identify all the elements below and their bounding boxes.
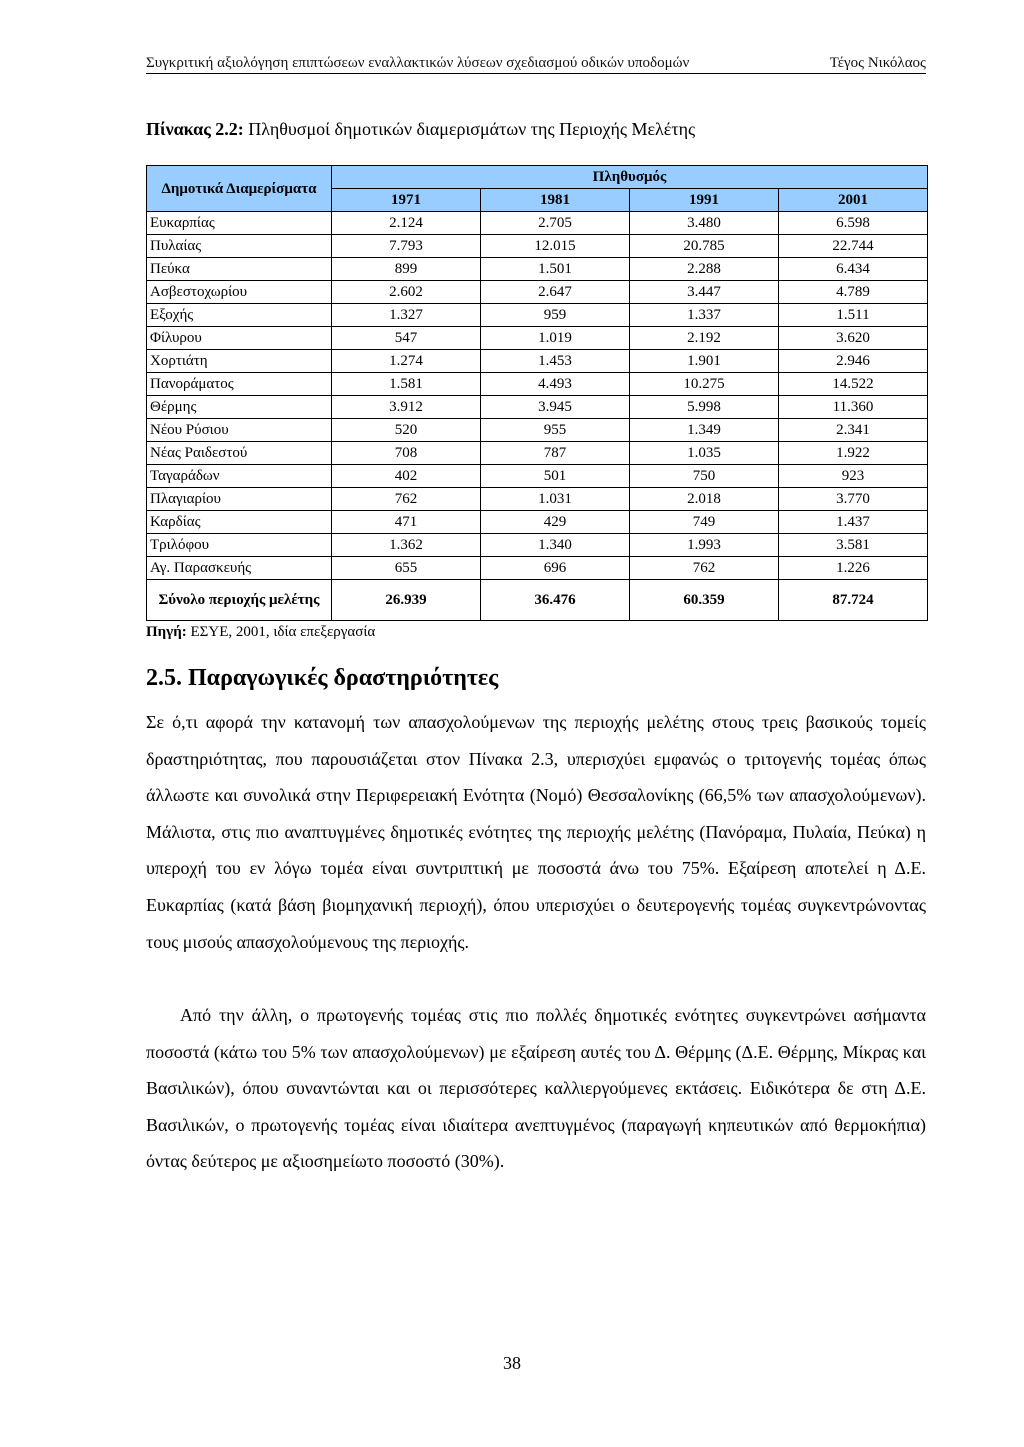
table-caption-label: Πίνακας 2.2:	[146, 119, 244, 139]
table-total-label: Σύνολο περιοχής μελέτης	[147, 580, 332, 621]
table-cell-district: Καρδίας	[147, 511, 332, 534]
table-source	[146, 624, 375, 641]
table-cell-district: Πεύκα	[147, 258, 332, 281]
table-row	[147, 396, 928, 419]
table-header-year: 1991	[630, 189, 779, 212]
table-cell-district: Εξοχής	[147, 304, 332, 327]
table-cell-population: 2.946	[779, 350, 928, 373]
table-row	[147, 488, 928, 511]
table-cell-population: 762	[630, 557, 779, 580]
table-caption	[146, 119, 695, 140]
table-cell-population: 520	[332, 419, 481, 442]
table-cell-population: 2.705	[481, 212, 630, 235]
table-cell-district: Ταγαράδων	[147, 465, 332, 488]
table-cell-population: 959	[481, 304, 630, 327]
table-cell-population: 20.785	[630, 235, 779, 258]
table-cell-district: Νέας Ραιδεστού	[147, 442, 332, 465]
table-cell-population: 501	[481, 465, 630, 488]
table-cell-population: 3.620	[779, 327, 928, 350]
table-header-year: 2001	[779, 189, 928, 212]
table-cell-population: 12.015	[481, 235, 630, 258]
table-cell-population: 1.581	[332, 373, 481, 396]
table-cell-population: 1.437	[779, 511, 928, 534]
table-cell-district: Πυλαίας	[147, 235, 332, 258]
table-cell-population: 5.998	[630, 396, 779, 419]
table-cell-population: 22.744	[779, 235, 928, 258]
table-cell-population: 2.341	[779, 419, 928, 442]
table-cell-population: 708	[332, 442, 481, 465]
table-row	[147, 281, 928, 304]
table-cell-population: 899	[332, 258, 481, 281]
running-header-author: Τέγος Νικόλαος	[829, 55, 926, 71]
section-title: 2.5. Παραγωγικές δραστηριότητες	[146, 665, 499, 691]
table-cell-population: 1.031	[481, 488, 630, 511]
table-cell-population: 7.793	[332, 235, 481, 258]
table-cell-population: 1.511	[779, 304, 928, 327]
table-cell-population: 429	[481, 511, 630, 534]
running-header	[146, 55, 926, 74]
table-total-row	[147, 580, 928, 621]
table-cell-population: 2.288	[630, 258, 779, 281]
table-row	[147, 511, 928, 534]
table-row	[147, 327, 928, 350]
table-cell-population: 1.274	[332, 350, 481, 373]
table-cell-district: Ασβεστοχωρίου	[147, 281, 332, 304]
table-cell-population: 1.349	[630, 419, 779, 442]
table-cell-population: 1.993	[630, 534, 779, 557]
table-cell-population: 1.226	[779, 557, 928, 580]
table-source-label: Πηγή:	[146, 624, 187, 640]
table-cell-population: 4.493	[481, 373, 630, 396]
table-cell-population: 14.522	[779, 373, 928, 396]
table-cell-population: 955	[481, 419, 630, 442]
table-cell-population: 402	[332, 465, 481, 488]
table-row	[147, 465, 928, 488]
table-header-population: Πληθυσμός	[332, 166, 928, 189]
table-cell-population: 1.501	[481, 258, 630, 281]
table-cell-district: Πανοράματος	[147, 373, 332, 396]
table-cell-population: 1.922	[779, 442, 928, 465]
table-cell-population: 750	[630, 465, 779, 488]
table-cell-population: 655	[332, 557, 481, 580]
table-cell-population: 1.035	[630, 442, 779, 465]
table-row	[147, 304, 928, 327]
table-total-value: 87.724	[779, 580, 928, 621]
table-header-year: 1981	[481, 189, 630, 212]
table-cell-district: Ευκαρπίας	[147, 212, 332, 235]
body-paragraph: Σε ό,τι αφορά την κατανομή των απασχολούμενων της περιοχής μελέτης στους τρεις βασικούς τομείς δραστηριότητας, που παρουσιάζεται στον Πίνακα 2.3, υπερισχύει εμφανώς ο τριτογενής τομέας όπως άλλωστε και συνολικά στην Περιφερειακή Ενότητα (Νομό) Θεσσαλονίκης (66,5% των απασχολούμενων). Μάλιστα, στις πιο αναπτυγμένες δημοτικές ενότητες της περιοχής μελέτης (Πανόραμα, Πυλαία, Πεύκα) η υπεροχή του εν λόγω τομέα είναι συντριπτική με ποσοστά άνω του 75%. Εξαίρεση αποτελεί η Δ.Ε. Ευκαρπίας (κατά βάση βιομηχανική περιοχή), όπου υπερισχύει ο δευτερογενής τομέας συγκεντρώνοντας τους μισούς απασχολούμενους της περιοχής.	[146, 712, 926, 952]
table-cell-population: 547	[332, 327, 481, 350]
table-cell-population: 1.901	[630, 350, 779, 373]
table-cell-population: 2.124	[332, 212, 481, 235]
table-cell-population: 3.770	[779, 488, 928, 511]
table-cell-population: 762	[332, 488, 481, 511]
table-cell-population: 4.789	[779, 281, 928, 304]
table-cell-population: 2.192	[630, 327, 779, 350]
table-cell-population: 11.360	[779, 396, 928, 419]
population-table	[146, 165, 928, 621]
table-caption-text: Πληθυσμοί δημοτικών διαμερισμάτων της Περιοχής Μελέτης	[243, 119, 696, 139]
table-cell-district: Αγ. Παρασκευής	[147, 557, 332, 580]
table-cell-population: 1.453	[481, 350, 630, 373]
running-header-title: Συγκριτική αξιολόγηση επιπτώσεων εναλλακτικών λύσεων σχεδιασμού οδικών υποδομών	[146, 55, 690, 71]
table-cell-population: 1.327	[332, 304, 481, 327]
table-cell-district: Φίλυρου	[147, 327, 332, 350]
table-header-districts: Δημοτικά Διαμερίσματα	[147, 166, 332, 212]
table-row	[147, 258, 928, 281]
table-cell-population: 749	[630, 511, 779, 534]
table-total-value: 60.359	[630, 580, 779, 621]
table-cell-district: Τριλόφου	[147, 534, 332, 557]
table-row	[147, 373, 928, 396]
table-total-value: 36.476	[481, 580, 630, 621]
table-cell-district: Πλαγιαρίου	[147, 488, 332, 511]
table-cell-population: 1.337	[630, 304, 779, 327]
table-row	[147, 557, 928, 580]
table-cell-population: 471	[332, 511, 481, 534]
table-row	[147, 442, 928, 465]
table-cell-population: 2.602	[332, 281, 481, 304]
table-cell-district: Νέου Ρύσιου	[147, 419, 332, 442]
table-source-text: ΕΣΥΕ, 2001, ιδία επεξεργασία	[186, 624, 376, 640]
table-cell-population: 696	[481, 557, 630, 580]
table-row	[147, 235, 928, 258]
table-cell-population: 1.362	[332, 534, 481, 557]
table-cell-district: Χορτιάτη	[147, 350, 332, 373]
table-row	[147, 350, 928, 373]
table-cell-population: 3.447	[630, 281, 779, 304]
table-row	[147, 534, 928, 557]
table-header-year: 1971	[332, 189, 481, 212]
table-cell-district: Θέρμης	[147, 396, 332, 419]
table-total-value: 26.939	[332, 580, 481, 621]
body-paragraph: Από την άλλη, ο πρωτογενής τομέας στις πιο πολλές δημοτικές ενότητες συγκεντρώνει ασήμαντα ποσοστά (κάτω του 5% των απασχολούμενων) με εξαίρεση αυτές του Δ. Θέρμης (Δ.Ε. Θέρμης, Μίκρας και Βασιλικών), όπου συναντώνται και οι περισσότερες καλλιεργούμενες εκτάσεις. Ειδικότερα δε στη Δ.Ε. Βασιλικών, ο πρωτογενής τομέας είναι ιδιαίτερα ανεπτυγμένος (παραγωγή κηπευτικών από θερμοκήπια) όντας δεύτερος με αξιοσημείωτο ποσοστό (30%).	[146, 1005, 926, 1172]
table-cell-population: 1.340	[481, 534, 630, 557]
table-cell-population: 3.480	[630, 212, 779, 235]
table-cell-population: 2.647	[481, 281, 630, 304]
table-cell-population: 3.581	[779, 534, 928, 557]
table-row	[147, 419, 928, 442]
table-cell-population: 3.945	[481, 396, 630, 419]
table-cell-population: 1.019	[481, 327, 630, 350]
table-cell-population: 923	[779, 465, 928, 488]
table-cell-population: 3.912	[332, 396, 481, 419]
table-cell-population: 6.434	[779, 258, 928, 281]
table-row	[147, 212, 928, 235]
table-cell-population: 6.598	[779, 212, 928, 235]
table-cell-population: 787	[481, 442, 630, 465]
table-cell-population: 2.018	[630, 488, 779, 511]
table-cell-population: 10.275	[630, 373, 779, 396]
page-number: 38	[503, 1353, 521, 1373]
